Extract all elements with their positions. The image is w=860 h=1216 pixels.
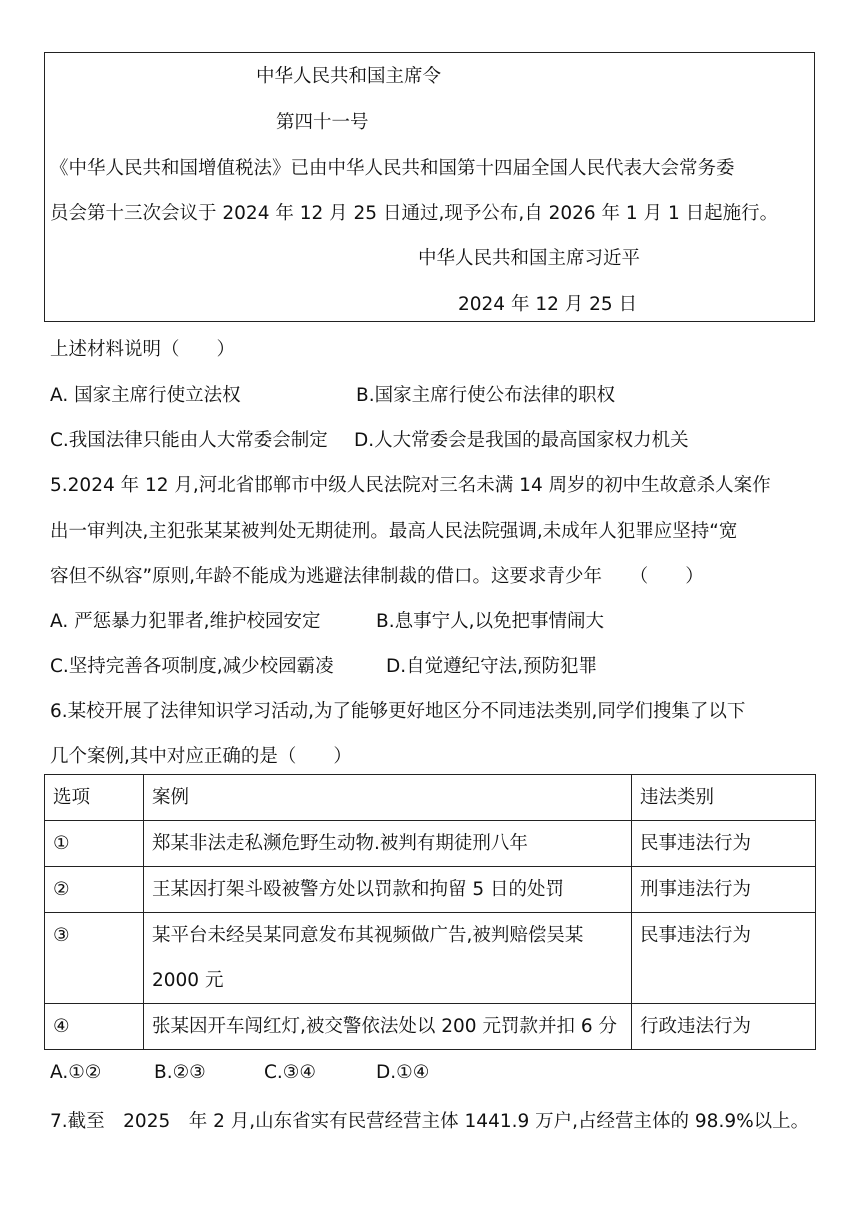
decree-body-line-1: 《中华人民共和国增值税法》已由中华人民共和国第十四届全国人民代表大会常务委 <box>50 158 735 179</box>
row-case-multiline <box>144 913 632 1004</box>
q6-option-a: A.①② <box>50 1062 102 1083</box>
table-row <box>45 913 816 1004</box>
q5-option-d: D.自觉遵纪守法,预防犯罪 <box>386 656 598 677</box>
decree-box <box>44 52 815 322</box>
table-row <box>45 821 816 867</box>
q5-line-3: 容但不纵容”原则,年龄不能成为逃避法律制裁的借口。这要求青少年 （ ） <box>50 566 704 587</box>
row-case-continuation: 2000 元 <box>152 970 224 991</box>
row-case: 某平台未经吴某同意发布其视频做广告,被判赔偿吴某 <box>152 925 584 946</box>
row-option: ④ <box>45 1004 144 1050</box>
row-category: 行政违法行为 <box>632 1004 816 1050</box>
row-option: ③ <box>45 913 144 1004</box>
decree-signature: 中华人民共和国主席习近平 <box>418 248 641 269</box>
row-option: ② <box>45 867 144 913</box>
cases-table <box>44 774 816 1050</box>
decree-title: 中华人民共和国主席令 <box>256 66 442 87</box>
row-case: 张某因开车闯红灯,被交警依法处以 200 元罚款并扣 6 分 <box>144 1004 632 1050</box>
q6-option-d: D.①④ <box>376 1062 430 1083</box>
q6-line-2: 几个案例,其中对应正确的是（ ） <box>50 746 352 767</box>
row-category: 刑事违法行为 <box>632 867 816 913</box>
row-option: ① <box>45 821 144 867</box>
row-category: 民事违法行为 <box>632 821 816 867</box>
table-header-row <box>45 775 816 821</box>
decree-number: 第四十一号 <box>276 112 369 133</box>
table-row <box>45 1004 816 1050</box>
decree-date: 2024 年 12 月 25 日 <box>458 294 638 315</box>
q6-line-1: 6.某校开展了法律知识学习活动,为了能够更好地区分不同违法类别,同学们搜集了以下 <box>50 701 746 722</box>
table-row <box>45 867 816 913</box>
q5-option-c: C.坚持完善各项制度,减少校园霸凌 <box>50 656 334 677</box>
q4-option-c: C.我国法律只能由人大常委会制定 <box>50 430 328 451</box>
header-option: 选项 <box>45 775 144 821</box>
q4-stem: 上述材料说明（ ） <box>50 339 236 360</box>
q4-option-b: B.国家主席行使公布法律的职权 <box>356 385 616 406</box>
row-category: 民事违法行为 <box>632 913 816 1004</box>
row-case: 郑某非法走私濒危野生动物.被判有期徒刑八年 <box>144 821 632 867</box>
row-case: 王某因打架斗殴被警方处以罚款和拘留 5 日的处罚 <box>144 867 632 913</box>
q4-option-a: A. 国家主席行使立法权 <box>50 385 241 406</box>
q6-option-b: B.②③ <box>154 1062 206 1083</box>
q6-option-c: C.③④ <box>264 1062 316 1083</box>
q7-line-1: 7.截至 2025 年 2 月,山东省实有民营经营主体 1441.9 万户,占经营主体的 98.9%以上。 <box>50 1111 810 1132</box>
q5-line-1: 5.2024 年 12 月,河北省邯郸市中级人民法院对三名未满 14 周岁的初中生故意杀人案作 <box>50 475 771 496</box>
decree-body-line-2: 员会第十三次会议于 2024 年 12 月 25 日通过,现予公布,自 2026 年 1 月 1 日起施行。 <box>50 203 779 224</box>
q5-option-b: B.息事宁人,以免把事情闹大 <box>376 611 604 632</box>
q5-option-a: A. 严惩暴力犯罪者,维护校园安定 <box>50 611 321 632</box>
q5-line-2: 出一审判决,主犯张某某被判处无期徒刑。最高人民法院强调,未成年人犯罪应坚持“宽 <box>50 521 738 542</box>
q4-option-d: D.人大常委会是我国的最高国家权力机关 <box>354 430 689 451</box>
header-case: 案例 <box>144 775 632 821</box>
header-category: 违法类别 <box>632 775 816 821</box>
